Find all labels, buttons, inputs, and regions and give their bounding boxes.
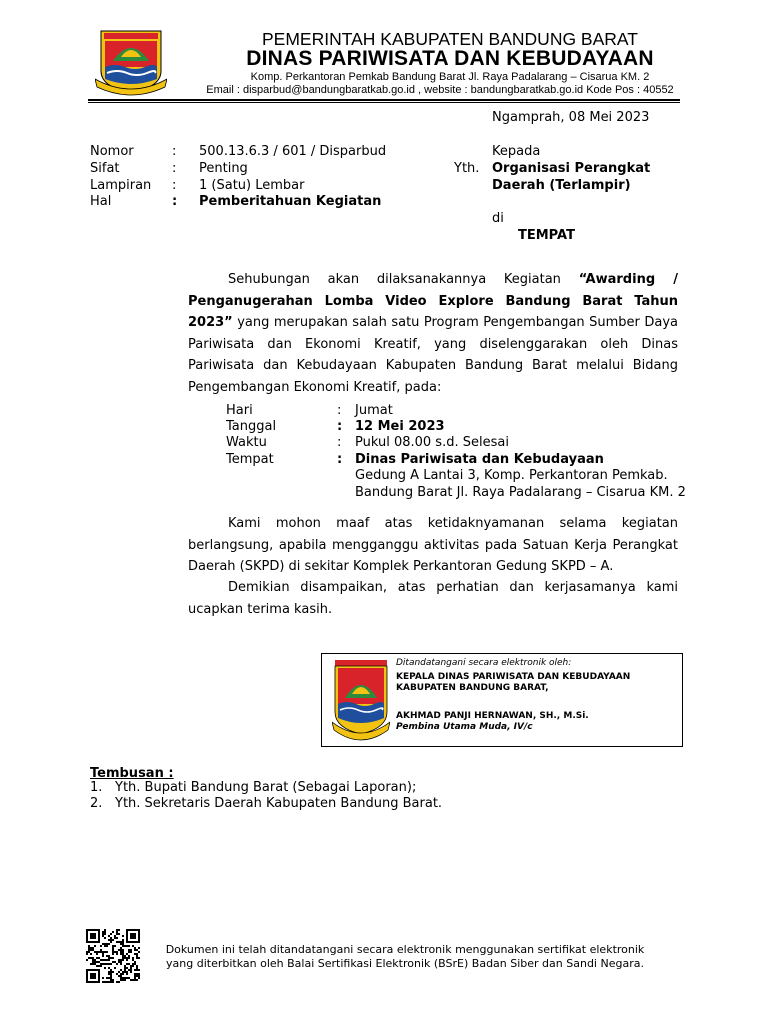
signature-title-line1: KEPALA DINAS PARIWISATA DAN KEBUDAYAAN <box>396 672 631 682</box>
body-paragraph-apology <box>188 513 678 578</box>
meta-sep: : <box>172 178 177 193</box>
body-paragraph-closing <box>188 577 678 620</box>
detail-sep: : <box>337 452 343 467</box>
detail-value-tanggal: 12 Mei 2023 <box>355 419 445 434</box>
recipient-name-line2: Daerah (Terlampir) <box>492 178 631 193</box>
footer-line2: yang diterbitkan oleh Balai Sertifikasi Elektronik (BSrE) Badan Siber dan Sandi Negara. <box>166 957 644 970</box>
tembusan-num: 1. <box>90 780 103 795</box>
recipient-yth: Yth. <box>454 161 480 176</box>
detail-place-line3: Bandung Barat Jl. Raya Padalarang – Cisarua KM. 2 <box>355 485 686 500</box>
recipient-di: di <box>492 211 504 226</box>
signature-name: AKHMAD PANJI HERNAWAN, SH., M.Si. <box>396 711 589 721</box>
detail-label-hari: Hari <box>226 403 253 418</box>
tembusan-item: Yth. Sekretaris Daerah Kabupaten Bandung Barat. <box>115 796 443 811</box>
detail-value-waktu: Pukul 08.00 s.d. Selesai <box>355 435 509 450</box>
signature-signed-by: Ditandatangani secara elektronik oleh: <box>396 658 572 668</box>
letterhead-government: PEMERINTAH KABUPATEN BANDUNG BARAT <box>262 29 638 49</box>
regency-emblem-logo <box>95 27 167 97</box>
detail-label-tanggal: Tanggal <box>226 419 277 434</box>
detail-sep: : <box>337 403 342 418</box>
signature-title-line2: KABUPATEN BANDUNG BARAT, <box>396 683 549 693</box>
detail-label-waktu: Waktu <box>226 435 267 450</box>
signature-rank: Pembina Utama Muda, IV/c <box>396 722 533 732</box>
letterhead-agency: DINAS PARIWISATA DAN KEBUDAYAAN <box>246 47 654 70</box>
apology-text: Kami mohon maaf atas ketidaknyamanan selama kegiatan berlangsung, apabila mengganggu aktivitas pada Satuan Kerja Perangkat Daerah (SKPD) di sekitar Komplek Perkantoran Gedung SKPD – A. <box>188 516 678 575</box>
meta-label-nomor: Nomor <box>90 144 134 159</box>
tembusan-item: Yth. Bupati Bandung Barat (Sebagai Laporan); <box>115 780 417 795</box>
recipient-tempat: TEMPAT <box>518 228 575 243</box>
detail-value-tempat: Dinas Pariwisata dan Kebudayaan <box>355 452 604 467</box>
footer-note <box>160 943 650 971</box>
meta-value-nomor: 500.13.6.3 / 601 / Disparbud <box>199 144 387 159</box>
meta-label-sifat: Sifat <box>90 161 120 176</box>
meta-sep: : <box>172 144 177 159</box>
event-name: “Awarding / Penganugerahan Lomba Video Explore Bandung Barat Tahun 2023” <box>188 272 679 331</box>
footer-line1: Dokumen ini telah ditandatangani secara elektronik menggunakan sertifikat elektronik <box>165 943 645 956</box>
meta-value-sifat: Penting <box>199 161 248 176</box>
letterhead-contact: Email : disparbud@bandungbaratkab.go.id , website : bandungbaratkab.go.id Kode Pos : 40552 <box>206 84 674 96</box>
detail-place-line2: Gedung A Lantai 3, Komp. Perkantoran Pemkab. <box>355 468 668 483</box>
detail-sep: : <box>337 435 342 450</box>
tembusan-heading: Tembusan : <box>90 766 174 781</box>
meta-label-hal: Hal <box>90 194 112 209</box>
closing-text: Demikian disampaikan, atas perhatian dan kerjasamanya kami ucapkan terima kasih. <box>188 580 678 617</box>
recipient-name-line1: Organisasi Perangkat <box>492 161 651 176</box>
qr-code <box>86 929 140 983</box>
detail-value-hari: Jumat <box>355 403 393 418</box>
intro-text: Sehubungan akan dilaksanakannya Kegiatan <box>228 272 561 287</box>
detail-label-tempat: Tempat <box>226 452 274 467</box>
meta-sep: : <box>172 194 178 209</box>
letterhead-address: Komp. Perkantoran Pemkab Bandung Barat Jl. Raya Padalarang – Cisarua KM. 2 <box>250 71 650 83</box>
intro-rest: yang merupakan salah satu Program Pengembangan Sumber Daya Pariwisata dan Ekonomi Kreatif, yang diselenggarakan oleh Dinas Pariwisata dan Kebudayaan Kabupaten Bandung Barat melalui Bidang Pengembangan Ekonomi Kreatif, pada: <box>188 315 678 395</box>
detail-sep: : <box>337 419 343 434</box>
regency-emblem-logo <box>332 658 390 742</box>
letterhead-rule-thin <box>88 102 680 103</box>
letter-date: Ngamprah, 08 Mei 2023 <box>492 110 650 125</box>
electronic-signature-box <box>321 653 683 747</box>
meta-value-lampiran: 1 (Satu) Lembar <box>199 178 305 193</box>
meta-sep: : <box>172 161 177 176</box>
meta-label-lampiran: Lampiran <box>90 178 152 193</box>
meta-value-hal: Pemberitahuan Kegiatan <box>199 194 382 209</box>
recipient-kepada: Kepada <box>492 144 541 159</box>
letterhead-rule-thick <box>88 99 680 101</box>
tembusan-num: 2. <box>90 796 103 811</box>
body-paragraph-intro <box>188 269 678 399</box>
